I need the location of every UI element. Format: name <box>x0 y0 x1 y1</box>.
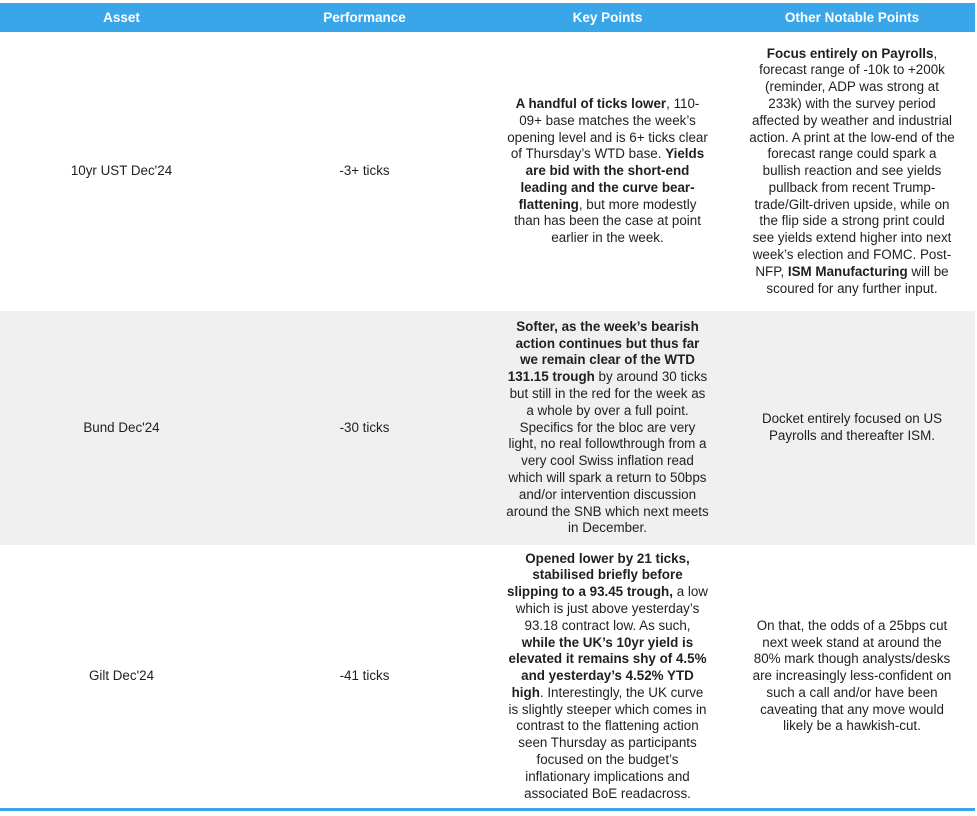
table-row-gilt <box>0 545 975 808</box>
key-point-bold: A handful of ticks lower <box>515 95 667 111</box>
key-points-cell <box>486 311 729 545</box>
performance-cell: -30 ticks <box>339 419 390 435</box>
other-points-cell <box>729 545 975 808</box>
key-point-bold: while the UK’s 10yr yield is elevated it remains shy of 4.5% and yesterday’s 4.52% YTD high <box>508 634 707 700</box>
header-key-points: Key Points <box>572 10 643 25</box>
other-point-text: will be scoured for any further input. <box>766 263 949 296</box>
market-summary-table <box>0 3 975 811</box>
key-point-bold: Softer, as the week’s bearish action continues but thus far we remain clear of the WTD 131.15 trough <box>507 318 700 385</box>
header-other-notable-points: Other Notable Points <box>784 10 920 25</box>
table-bottom-rule <box>0 808 975 811</box>
performance-cell: -3+ ticks <box>339 163 390 179</box>
header-performance: Performance <box>323 10 406 25</box>
key-point-text: by around 30 ticks but still in the red for the week as a whole by over a full point. Specifics for the bloc are very light, no real followthrough from a very cool Swiss inflation read which will spark a return to 50bps and/or intervention discussion around the SNB which next meets in December. <box>506 369 709 536</box>
table-row-bund <box>0 311 975 545</box>
key-point-text: . Interestingly, the UK curve is slightly steeper which comes in contrast to the flattening action seen Thursday as participants focused on the budget’s inflationary implications and associated BoE readacross. <box>508 684 707 801</box>
other-points-cell <box>729 32 975 311</box>
performance-cell: -41 ticks <box>339 668 390 684</box>
table-header <box>0 3 975 32</box>
asset-cell: Gilt Dec'24 <box>88 668 155 684</box>
other-point-text: Docket entirely focused on US Payrolls and thereafter ISM. <box>761 411 943 443</box>
key-point-text: , but more modestly than has been the case at point earlier in the week. <box>514 196 701 246</box>
key-points-cell <box>486 545 729 808</box>
key-point-text: a low which is just above yesterday’s 93.18 contract low. As such, <box>515 584 708 633</box>
other-point-text: On that, the odds of a 25bps cut next week stand at around the 80% mark though analysts/desks are increasingly less-confident on such a call and/or have been caveating that any move would likely be a hawkish-cut. <box>752 617 952 734</box>
table-row-ust <box>0 32 975 311</box>
key-point-bold: Opened lower by 21 ticks, stabilised briefly before slipping to a 93.45 trough, <box>507 550 690 600</box>
asset-cell: Bund Dec'24 <box>83 419 160 435</box>
other-point-bold: ISM Manufacturing <box>787 263 908 279</box>
other-point-bold: Focus entirely on Payrolls <box>766 45 934 61</box>
header-asset: Asset <box>103 10 140 25</box>
asset-cell: 10yr UST Dec'24 <box>70 163 173 179</box>
other-points-cell <box>729 311 975 545</box>
other-point-text: , forecast range of -10k to +200k (reminder, ADP was strong at 233k) with the survey period affected by weather and industrial action. A print at the low-end of the forecast range could spark a bullish reaction and see yields pullback from recent Trump-trade/Gilt-driven upside, while on the flip side a strong print could see yields extend higher into next week’s election and FOMC. Post-NFP, <box>749 45 955 279</box>
key-points-cell <box>486 32 729 311</box>
key-point-text: , 110-09+ base matches the week’s opening level and is 6+ ticks clear of Thursday’s WTD base. <box>507 95 708 162</box>
key-point-bold: Yields are bid with the short-end leading and the curve bear-flattening <box>518 146 705 212</box>
